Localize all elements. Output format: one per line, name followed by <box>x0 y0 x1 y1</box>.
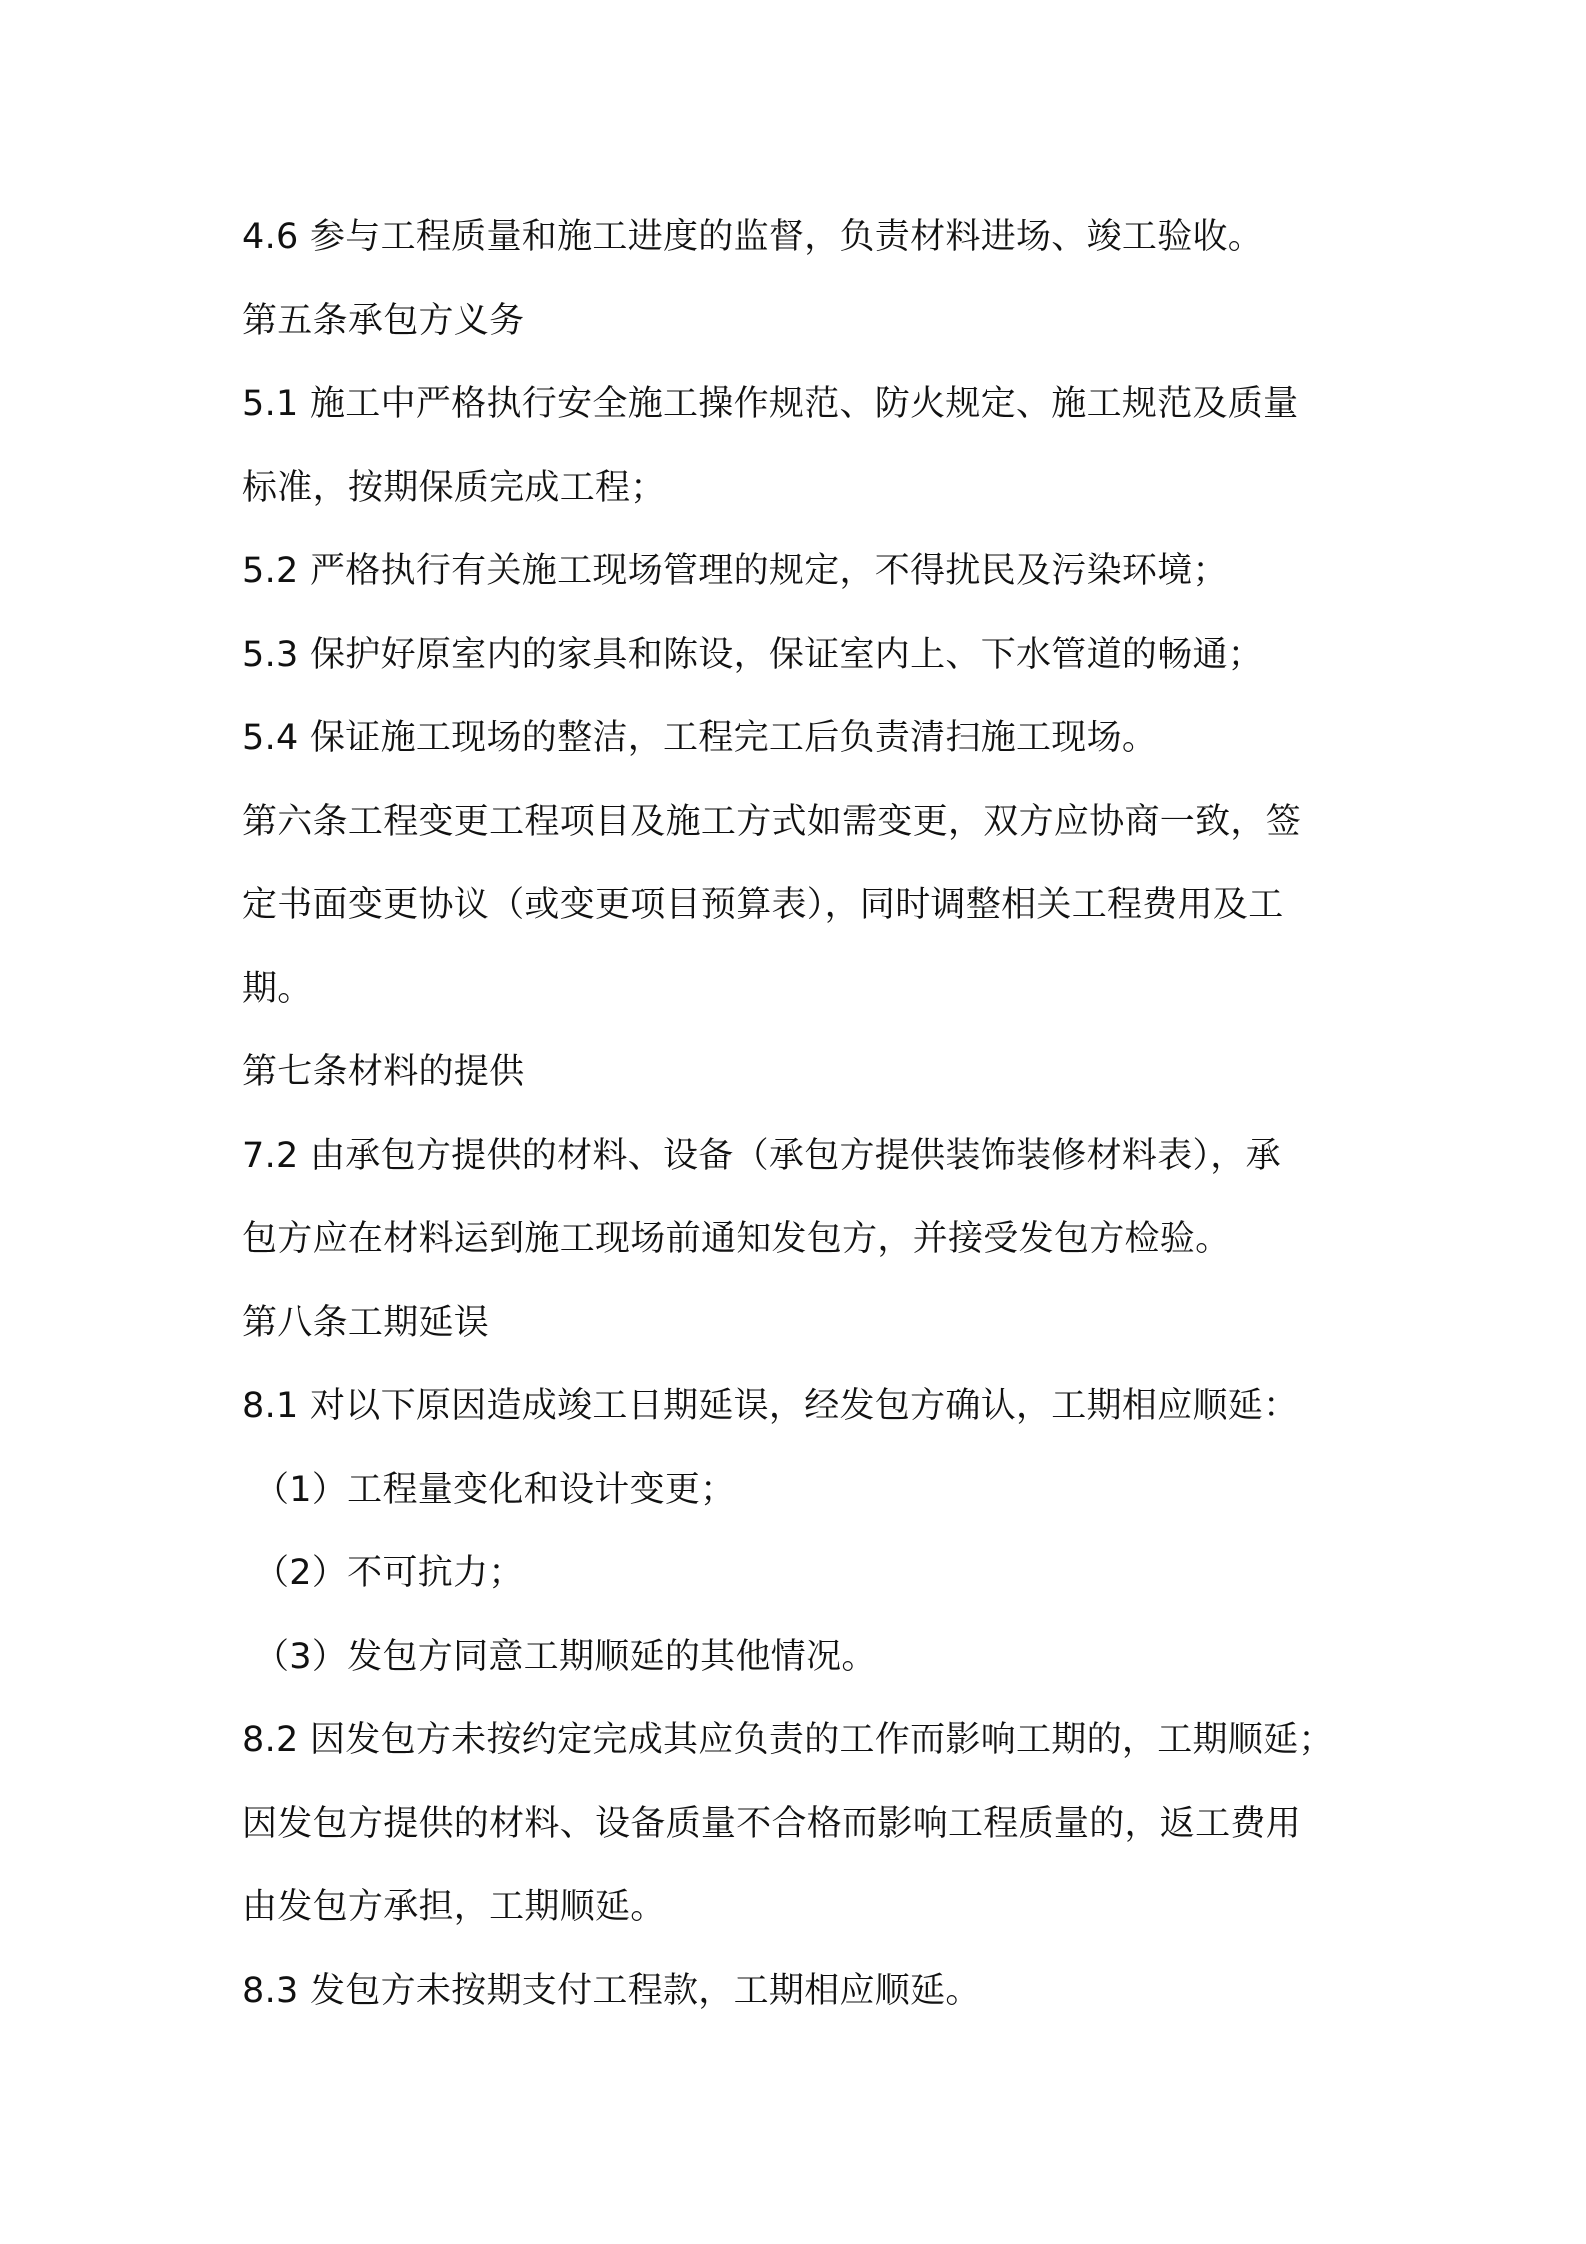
article-5-heading: 第五条承包方义务 <box>242 300 525 341</box>
clause-8-2-line-1: 8.2 因发包方未按约定完成其应负责的工作而影响工期的，工期顺延； <box>242 1720 1334 1760</box>
clause-8-1-item-1: （1）工程量变化和设计变更； <box>254 1469 736 1510</box>
clause-5-3: 5.3 保护好原室内的家具和陈设，保证室内上、下水管道的畅通； <box>242 634 1264 675</box>
article-6-line-2: 定书面变更协议（或变更项目预算表），同时调整相关工程费用及工 <box>242 885 1284 925</box>
clause-7-2-line-2: 包方应在材料运到施工现场前通知发包方，并接受发包方检验。 <box>242 1219 1231 1259</box>
article-6-line-3: 期。 <box>242 968 313 1009</box>
clause-8-2-line-3: 由发包方承担，工期顺延。 <box>242 1887 666 1927</box>
article-8-heading: 第八条工期延误 <box>242 1302 490 1343</box>
contract-text-body <box>242 196 1362 2033</box>
clause-8-2-line-2: 因发包方提供的材料、设备质量不合格而影响工程质量的，返工费用 <box>242 1803 1302 1844</box>
clause-8-1: 8.1 对以下原因造成竣工日期延误，经发包方确认，工期相应顺延： <box>242 1386 1299 1426</box>
clause-5-4: 5.4 保证施工现场的整洁，工程完工后负责清扫施工现场。 <box>242 718 1158 758</box>
clause-8-3: 8.3 发包方未按期支付工程款，工期相应顺延。 <box>242 1970 981 2011</box>
clause-5-1-line-1: 5.1 施工中严格执行安全施工操作规范、防火规定、施工规范及质量 <box>242 384 1299 424</box>
clause-5-2: 5.2 严格执行有关施工现场管理的规定，不得扰民及污染环境； <box>242 551 1228 591</box>
article-7-heading: 第七条材料的提供 <box>242 1052 525 1092</box>
clause-7-2-line-1: 7.2 由承包方提供的材料、设备（承包方提供装饰装修材料表），承 <box>242 1135 1281 1176</box>
clause-4-6: 4.6 参与工程质量和施工进度的监督，负责材料进场、竣工验收。 <box>242 217 1264 257</box>
clause-8-1-item-2: （2）不可抗力； <box>254 1553 524 1593</box>
article-6-line-1: 第六条工程变更工程项目及施工方式如需变更，双方应协商一致，签 <box>242 801 1302 842</box>
clause-8-1-item-3: （3）发包方同意工期顺延的其他情况。 <box>254 1636 877 1677</box>
clause-5-1-line-2: 标准，按期保质完成工程； <box>242 467 666 508</box>
